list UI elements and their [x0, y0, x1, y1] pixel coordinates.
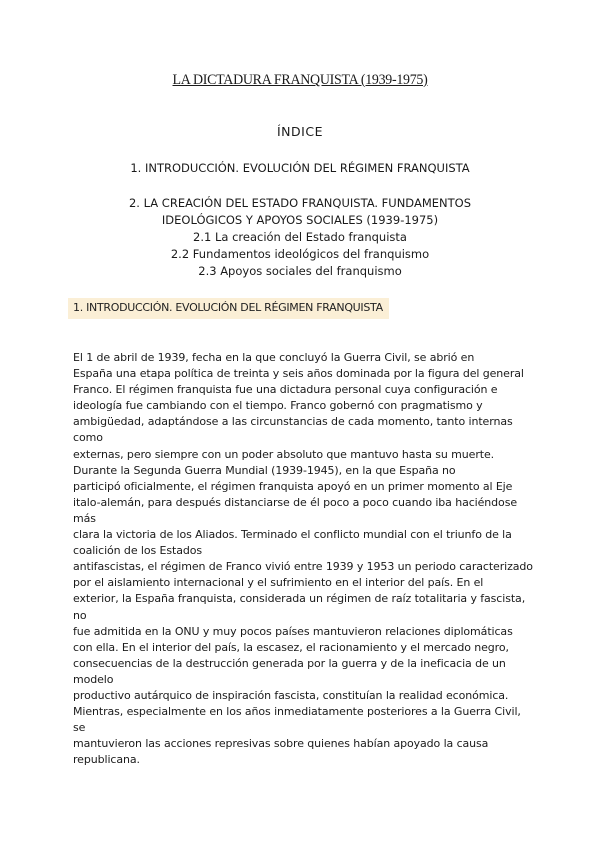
- body-line: modelo: [73, 672, 114, 686]
- body-line: productivo autárquico de inspiración fascista, constituían la realidad económica.: [73, 688, 509, 702]
- body-line: consecuencias de la destrucción generada por la guerra y de la ineficacia de un: [73, 656, 506, 670]
- body-line: España una etapa política de treinta y seis años dominada por la figura del general: [73, 367, 524, 381]
- section-heading-highlighted: 1. INTRODUCCIÓN. EVOLUCIÓN DEL RÉGIMEN FRANQUISTA: [68, 298, 389, 319]
- section-body: [73, 350, 533, 768]
- toc-entry-2-3[interactable]: 2.3 Apoyos sociales del franquismo: [198, 264, 402, 278]
- body-line: ideología fue cambiando con el tiempo. Franco gobernó con pragmatismo y: [73, 399, 483, 413]
- body-line: por el aislamiento internacional y el sufrimiento en el interior del país. En el: [73, 576, 484, 590]
- body-line: El 1 de abril de 1939, fecha en la que concluyó la Guerra Civil, se abrió en: [73, 351, 475, 364]
- body-line: antifascistas, el régimen de Franco vivió entre 1939 y 1953 un periodo caracterizado: [73, 560, 533, 574]
- body-line: ambigüedad, adaptándose a las circunstancias de cada momento, tanto internas: [73, 415, 513, 429]
- body-line: Durante la Segunda Guerra Mundial (1939-1945), en la que España no: [73, 463, 456, 477]
- body-line: fue admitida en la ONU y muy pocos países mantuvieron relaciones diplomáticas: [73, 624, 513, 638]
- body-line: clara la victoria de los Aliados. Terminado el conflicto mundial con el triunfo de la: [73, 528, 512, 542]
- toc-entry-2-2[interactable]: 2.2 Fundamentos ideológicos del franquismo: [170, 247, 430, 261]
- body-line: Franco. El régimen franquista fue una dictadura personal cuya configuración e: [73, 383, 498, 397]
- body-line: exterior, la España franquista, considerada un régimen de raíz totalitaria y fascista,: [73, 592, 526, 606]
- toc-entry-1[interactable]: 1. INTRODUCCIÓN. EVOLUCIÓN DEL RÉGIMEN FRANQUISTA: [130, 161, 470, 175]
- body-line: Mientras, especialmente en los años inmediatamente posteriores a la Guerra Civil,: [73, 705, 521, 719]
- body-line: coalición de los Estados: [73, 544, 202, 558]
- toc-entry-2[interactable]: 2. LA CREACIÓN DEL ESTADO FRANQUISTA. FUNDAMENTOS IDEOLÓGICOS Y APOYOS SOCIALES (1939-1975): [128, 196, 471, 227]
- toc-entry-2-1[interactable]: 2.1 La creación del Estado franquista: [193, 230, 407, 244]
- table-of-contents: [0, 160, 600, 280]
- body-line: italo-alemán, para después distanciarse de él poco a poco cuando iba haciéndose: [73, 495, 517, 509]
- body-line: como: [73, 431, 103, 445]
- index-heading: ÍNDICE: [277, 124, 323, 139]
- body-line: no: [73, 608, 87, 622]
- document-title: LA DICTADURA FRANQUISTA (1939-1975): [172, 72, 428, 88]
- body-line: republicana.: [73, 753, 140, 767]
- body-line: se: [73, 721, 86, 735]
- body-line: con ella. En el interior del país, la escasez, el racionamiento y el mercado negro,: [73, 640, 509, 654]
- body-line: externas, pero siempre con un poder absoluto que mantuvo hasta su muerte.: [73, 447, 495, 461]
- body-line: mantuvieron las acciones represivas sobre quienes habían apoyado la causa: [73, 737, 489, 751]
- body-line: más: [73, 511, 96, 525]
- body-line: participó oficialmente, el régimen franquista apoyó en un primer momento al Eje: [73, 479, 513, 493]
